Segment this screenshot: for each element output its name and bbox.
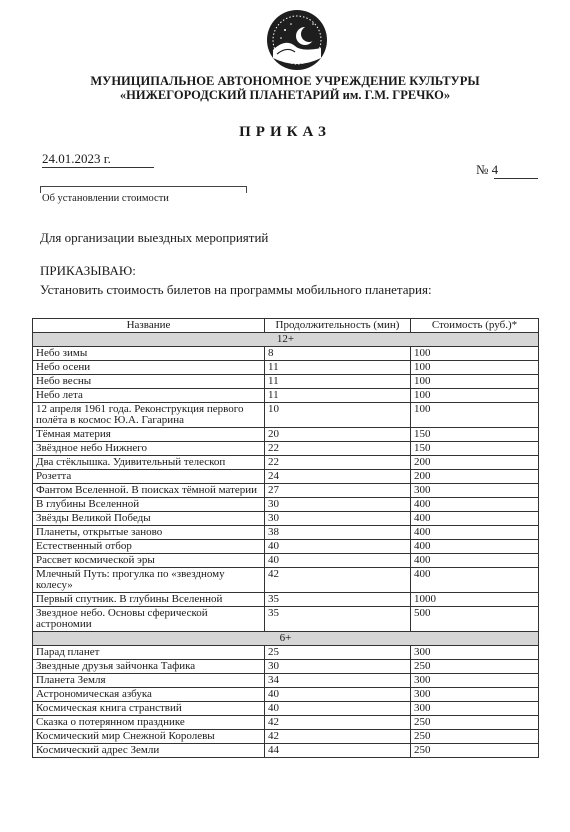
program-name-cell: Астрономическая азбука xyxy=(33,688,265,702)
program-name-cell: Небо осени xyxy=(33,361,265,375)
price-cell: 400 xyxy=(411,526,539,540)
price-cell: 1000 xyxy=(411,593,539,607)
duration-cell: 22 xyxy=(265,456,411,470)
program-name-cell: Космический адрес Земли xyxy=(33,744,265,758)
age-group-row xyxy=(33,632,539,646)
table-row xyxy=(33,730,539,744)
duration-cell: 11 xyxy=(265,375,411,389)
organization-name-line2: «НИЖЕГОРОДСКИЙ ПЛАНЕТАРИЙ им. Г.М. ГРЕЧКО» xyxy=(119,88,451,102)
order-purpose: Для организации выездных мероприятий xyxy=(40,230,269,245)
duration-cell: 11 xyxy=(265,361,411,375)
program-name-cell: 12 апреля 1961 года. Реконструкция первого полёта в космос Ю.А. Гагарина xyxy=(33,403,265,428)
table-row xyxy=(33,554,539,568)
program-name-cell: Сказка о потерянном празднике xyxy=(33,716,265,730)
price-cell: 100 xyxy=(411,375,539,389)
table-row xyxy=(33,540,539,554)
table-row xyxy=(33,442,539,456)
duration-cell: 25 xyxy=(265,646,411,660)
table-row xyxy=(33,428,539,442)
duration-cell: 8 xyxy=(265,347,411,361)
table-row xyxy=(33,744,539,758)
table-row xyxy=(33,498,539,512)
price-cell: 400 xyxy=(411,554,539,568)
program-name-cell: Рассвет космической эры xyxy=(33,554,265,568)
price-cell: 500 xyxy=(411,607,539,632)
program-name-cell: Фантом Вселенной. В поисках тёмной материи xyxy=(33,484,265,498)
table-row xyxy=(33,456,539,470)
program-name-cell: В глубины Вселенной xyxy=(33,498,265,512)
planetarium-logo-icon xyxy=(265,8,329,72)
document-date: 24.01.2023 г. xyxy=(42,151,154,168)
program-name-cell: Космический мир Снежной Королевы xyxy=(33,730,265,744)
price-cell: 400 xyxy=(411,540,539,554)
table-row xyxy=(33,568,539,593)
duration-cell: 42 xyxy=(265,716,411,730)
price-cell: 250 xyxy=(411,730,539,744)
table-row xyxy=(33,688,539,702)
program-name-cell: Планеты, открытые заново xyxy=(33,526,265,540)
document-number: № 4 xyxy=(476,162,499,177)
price-cell: 300 xyxy=(411,646,539,660)
program-name-cell: Небо лета xyxy=(33,389,265,403)
document-title: ПРИКАЗ xyxy=(239,124,331,140)
table-row xyxy=(33,660,539,674)
program-name-cell: Тёмная материя xyxy=(33,428,265,442)
table-row xyxy=(33,403,539,428)
price-cell: 200 xyxy=(411,456,539,470)
age-group-label: 6+ xyxy=(33,632,539,646)
age-group-row xyxy=(33,333,539,347)
table-row xyxy=(33,512,539,526)
duration-cell: 30 xyxy=(265,498,411,512)
table-row xyxy=(33,389,539,403)
program-name-cell: Розетта xyxy=(33,470,265,484)
duration-cell: 30 xyxy=(265,660,411,674)
price-cell: 300 xyxy=(411,688,539,702)
duration-cell: 40 xyxy=(265,540,411,554)
duration-cell: 30 xyxy=(265,512,411,526)
price-cell: 300 xyxy=(411,674,539,688)
program-name-cell: Небо весны xyxy=(33,375,265,389)
document-subject: Об установлении стоимости xyxy=(42,193,169,204)
price-cell: 100 xyxy=(411,361,539,375)
price-table xyxy=(32,318,539,758)
price-cell: 250 xyxy=(411,716,539,730)
column-header-name: Название xyxy=(33,319,265,333)
price-cell: 400 xyxy=(411,498,539,512)
table-row xyxy=(33,674,539,688)
table-row xyxy=(33,607,539,632)
price-cell: 100 xyxy=(411,403,539,428)
price-cell: 100 xyxy=(411,347,539,361)
table-row xyxy=(33,526,539,540)
number-underline xyxy=(494,178,538,179)
order-instruction: Установить стоимость билетов на программы мобильного планетария: xyxy=(40,282,432,297)
price-cell: 250 xyxy=(411,660,539,674)
price-cell: 300 xyxy=(411,702,539,716)
table-row xyxy=(33,716,539,730)
program-name-cell: Два стёклышка. Удивительный телескоп xyxy=(33,456,265,470)
duration-cell: 35 xyxy=(265,607,411,632)
subject-bracket xyxy=(40,186,247,193)
price-cell: 300 xyxy=(411,484,539,498)
duration-cell: 44 xyxy=(265,744,411,758)
table-row xyxy=(33,484,539,498)
table-row xyxy=(33,470,539,484)
duration-cell: 22 xyxy=(265,442,411,456)
table-row xyxy=(33,361,539,375)
price-cell: 100 xyxy=(411,389,539,403)
duration-cell: 20 xyxy=(265,428,411,442)
program-name-cell: Космическая книга странствий xyxy=(33,702,265,716)
table-header-row xyxy=(33,319,539,333)
duration-cell: 38 xyxy=(265,526,411,540)
column-header-duration: Продолжительность (мин) xyxy=(265,319,411,333)
price-cell: 400 xyxy=(411,512,539,526)
order-directive: ПРИКАЗЫВАЮ: xyxy=(40,263,136,278)
program-name-cell: Звёзды Великой Победы xyxy=(33,512,265,526)
duration-cell: 40 xyxy=(265,702,411,716)
duration-cell: 40 xyxy=(265,554,411,568)
duration-cell: 40 xyxy=(265,688,411,702)
duration-cell: 35 xyxy=(265,593,411,607)
duration-cell: 42 xyxy=(265,568,411,593)
duration-cell: 42 xyxy=(265,730,411,744)
program-name-cell: Планета Земля xyxy=(33,674,265,688)
table-row xyxy=(33,702,539,716)
program-name-cell: Звездные друзья зайчонка Тафика xyxy=(33,660,265,674)
organization-name-line1: МУНИЦИПАЛЬНОЕ АВТОНОМНОЕ УЧРЕЖДЕНИЕ КУЛЬТУРЫ xyxy=(90,74,480,88)
duration-cell: 34 xyxy=(265,674,411,688)
price-table-body xyxy=(33,333,539,758)
price-cell: 200 xyxy=(411,470,539,484)
table-row xyxy=(33,347,539,361)
duration-cell: 11 xyxy=(265,389,411,403)
program-name-cell: Первый спутник. В глубины Вселенной xyxy=(33,593,265,607)
program-name-cell: Млечный Путь: прогулка по «звездному колесу» xyxy=(33,568,265,593)
duration-cell: 24 xyxy=(265,470,411,484)
program-name-cell: Естественный отбор xyxy=(33,540,265,554)
price-cell: 150 xyxy=(411,442,539,456)
program-name-cell: Парад планет xyxy=(33,646,265,660)
table-row xyxy=(33,646,539,660)
duration-cell: 10 xyxy=(265,403,411,428)
age-group-label: 12+ xyxy=(33,333,539,347)
column-header-price: Стоимость (руб.)* xyxy=(411,319,539,333)
price-cell: 250 xyxy=(411,744,539,758)
table-row xyxy=(33,375,539,389)
program-name-cell: Звездное небо. Основы сферической астрономии xyxy=(33,607,265,632)
program-name-cell: Звёздное небо Нижнего xyxy=(33,442,265,456)
program-name-cell: Небо зимы xyxy=(33,347,265,361)
price-cell: 150 xyxy=(411,428,539,442)
duration-cell: 27 xyxy=(265,484,411,498)
price-cell: 400 xyxy=(411,568,539,593)
table-row xyxy=(33,593,539,607)
